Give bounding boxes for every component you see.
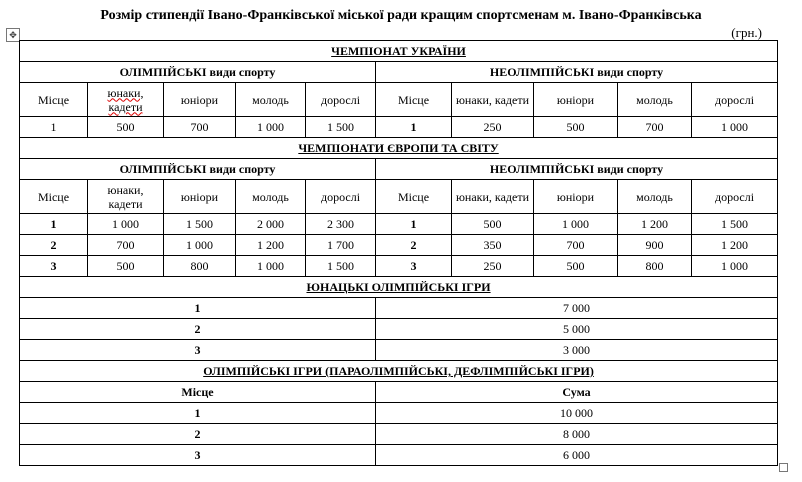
amount-cell: 7 000 bbox=[376, 298, 778, 319]
value-cell: 1 200 bbox=[236, 235, 306, 256]
nonolympic-sports-header: НЕОЛІМПІЙСЬКІ види спорту bbox=[376, 159, 778, 180]
value-cell: 800 bbox=[618, 256, 692, 277]
section-title: ОЛІМПІЙСЬКІ ІГРИ (ПАРАОЛІМПІЙСЬКІ, ДЕФЛІМПІЙСЬКІ ІГРИ) bbox=[203, 364, 594, 378]
value-cell: 1 200 bbox=[692, 235, 778, 256]
table-row bbox=[20, 298, 778, 319]
value-cell: 500 bbox=[534, 117, 618, 138]
table-row bbox=[20, 319, 778, 340]
section-title: ЧЕМПІОНАТИ ЄВРОПИ ТА СВІТУ bbox=[298, 141, 499, 155]
col-juniors: юніори bbox=[164, 83, 236, 117]
nonolympic-sports-header: НЕОЛІМПІЙСЬКІ види спорту bbox=[376, 62, 778, 83]
place-cell: 3 bbox=[376, 256, 452, 277]
value-cell: 700 bbox=[88, 235, 164, 256]
place-cell: 2 bbox=[20, 235, 88, 256]
amount-cell: 10 000 bbox=[376, 403, 778, 424]
currency-unit: (грн.) bbox=[731, 25, 762, 40]
place-cell: 2 bbox=[20, 319, 376, 340]
place-cell: 2 bbox=[376, 235, 452, 256]
amount-cell: 3 000 bbox=[376, 340, 778, 361]
table-row bbox=[20, 340, 778, 361]
value-cell: 1 500 bbox=[164, 214, 236, 235]
value-cell: 1 000 bbox=[88, 214, 164, 235]
table-row bbox=[20, 117, 778, 138]
value-cell: 500 bbox=[452, 214, 534, 235]
value-cell: 1 000 bbox=[236, 117, 306, 138]
move-arrows-icon[interactable]: ✥ bbox=[6, 28, 20, 42]
amount-cell: 8 000 bbox=[376, 424, 778, 445]
value-cell: 1 000 bbox=[534, 214, 618, 235]
resize-handle[interactable] bbox=[779, 463, 788, 472]
col-adults: дорослі bbox=[692, 180, 778, 214]
col-adults: дорослі bbox=[692, 83, 778, 117]
value-cell: 1 700 bbox=[306, 235, 376, 256]
col-adults: дорослі bbox=[306, 83, 376, 117]
col-youth: молодь bbox=[618, 180, 692, 214]
place-cell: 1 bbox=[20, 298, 376, 319]
col-juniors-cadets: юнаки, кадети bbox=[452, 180, 534, 214]
col-juniors: юніори bbox=[534, 83, 618, 117]
col-place: Місце bbox=[20, 83, 88, 117]
olympic-sports-header: ОЛІМПІЙСЬКІ види спорту bbox=[20, 159, 376, 180]
amount-cell: 6 000 bbox=[376, 445, 778, 466]
section-header-youth-olympics bbox=[20, 277, 778, 298]
value-cell: 800 bbox=[164, 256, 236, 277]
document-title: Розмір стипендії Івано-Франківської міської ради кращим спортсменам м. Івано-Франківська bbox=[100, 8, 702, 23]
place-cell: 1 bbox=[376, 214, 452, 235]
category-header-row bbox=[20, 62, 778, 83]
column-header-row bbox=[20, 83, 778, 117]
value-cell: 700 bbox=[618, 117, 692, 138]
value-cell: 1 200 bbox=[618, 214, 692, 235]
place-cell: 1 bbox=[376, 117, 452, 138]
value-cell: 1 500 bbox=[692, 214, 778, 235]
spellcheck-mark: юнаки, кадети bbox=[107, 85, 144, 114]
value-cell: 1 000 bbox=[236, 256, 306, 277]
value-cell: 250 bbox=[452, 256, 534, 277]
value-cell: 700 bbox=[534, 235, 618, 256]
table-row bbox=[20, 256, 778, 277]
col-juniors-cadets: юнаки, кадети bbox=[88, 180, 164, 214]
table-row bbox=[20, 235, 778, 256]
value-cell: 1 000 bbox=[692, 117, 778, 138]
table-row bbox=[20, 445, 778, 466]
col-sum: Сума bbox=[376, 382, 778, 403]
place-cell: 3 bbox=[20, 445, 376, 466]
section-title: ЧЕМПІОНАТ УКРАЇНИ bbox=[331, 44, 466, 58]
col-youth: молодь bbox=[618, 83, 692, 117]
value-cell: 700 bbox=[164, 117, 236, 138]
amount-cell: 5 000 bbox=[376, 319, 778, 340]
place-cell: 3 bbox=[20, 256, 88, 277]
value-cell: 1 000 bbox=[164, 235, 236, 256]
value-cell: 1 500 bbox=[306, 256, 376, 277]
col-adults: дорослі bbox=[306, 180, 376, 214]
value-cell: 2 000 bbox=[236, 214, 306, 235]
value-cell: 900 bbox=[618, 235, 692, 256]
value-cell: 500 bbox=[88, 117, 164, 138]
col-juniors: юніори bbox=[164, 180, 236, 214]
place-cell: 2 bbox=[20, 424, 376, 445]
table-row bbox=[20, 424, 778, 445]
value-cell: 1 500 bbox=[306, 117, 376, 138]
col-place: Місце bbox=[20, 180, 88, 214]
value-cell: 1 000 bbox=[692, 256, 778, 277]
section-title: ЮНАЦЬКІ ОЛІМПІЙСЬКІ ІГРИ bbox=[306, 280, 491, 294]
col-juniors: юніори bbox=[534, 180, 618, 214]
col-juniors-cadets: юнаки, кадети bbox=[452, 83, 534, 117]
place-cell: 1 bbox=[20, 214, 88, 235]
col-place: Місце bbox=[376, 83, 452, 117]
value-cell: 250 bbox=[452, 117, 534, 138]
col-youth: молодь bbox=[236, 83, 306, 117]
column-header-row bbox=[20, 180, 778, 214]
value-cell: 350 bbox=[452, 235, 534, 256]
value-cell: 500 bbox=[88, 256, 164, 277]
value-cell: 500 bbox=[534, 256, 618, 277]
value-cell: 2 300 bbox=[306, 214, 376, 235]
table-row bbox=[20, 214, 778, 235]
olympic-sports-header: ОЛІМПІЙСЬКІ види спорту bbox=[20, 62, 376, 83]
place-cell: 3 bbox=[20, 340, 376, 361]
col-place: Місце bbox=[20, 382, 376, 403]
section-header-ukraine bbox=[20, 41, 778, 62]
place-cell: 1 bbox=[20, 117, 88, 138]
place-cell: 1 bbox=[20, 403, 376, 424]
column-header-row bbox=[20, 382, 778, 403]
col-place: Місце bbox=[376, 180, 452, 214]
col-youth: молодь bbox=[236, 180, 306, 214]
category-header-row bbox=[20, 159, 778, 180]
stipend-table bbox=[19, 40, 778, 466]
section-header-olympic-games bbox=[20, 361, 778, 382]
table-row bbox=[20, 403, 778, 424]
col-juniors-cadets bbox=[88, 83, 164, 117]
section-header-europe-world bbox=[20, 138, 778, 159]
